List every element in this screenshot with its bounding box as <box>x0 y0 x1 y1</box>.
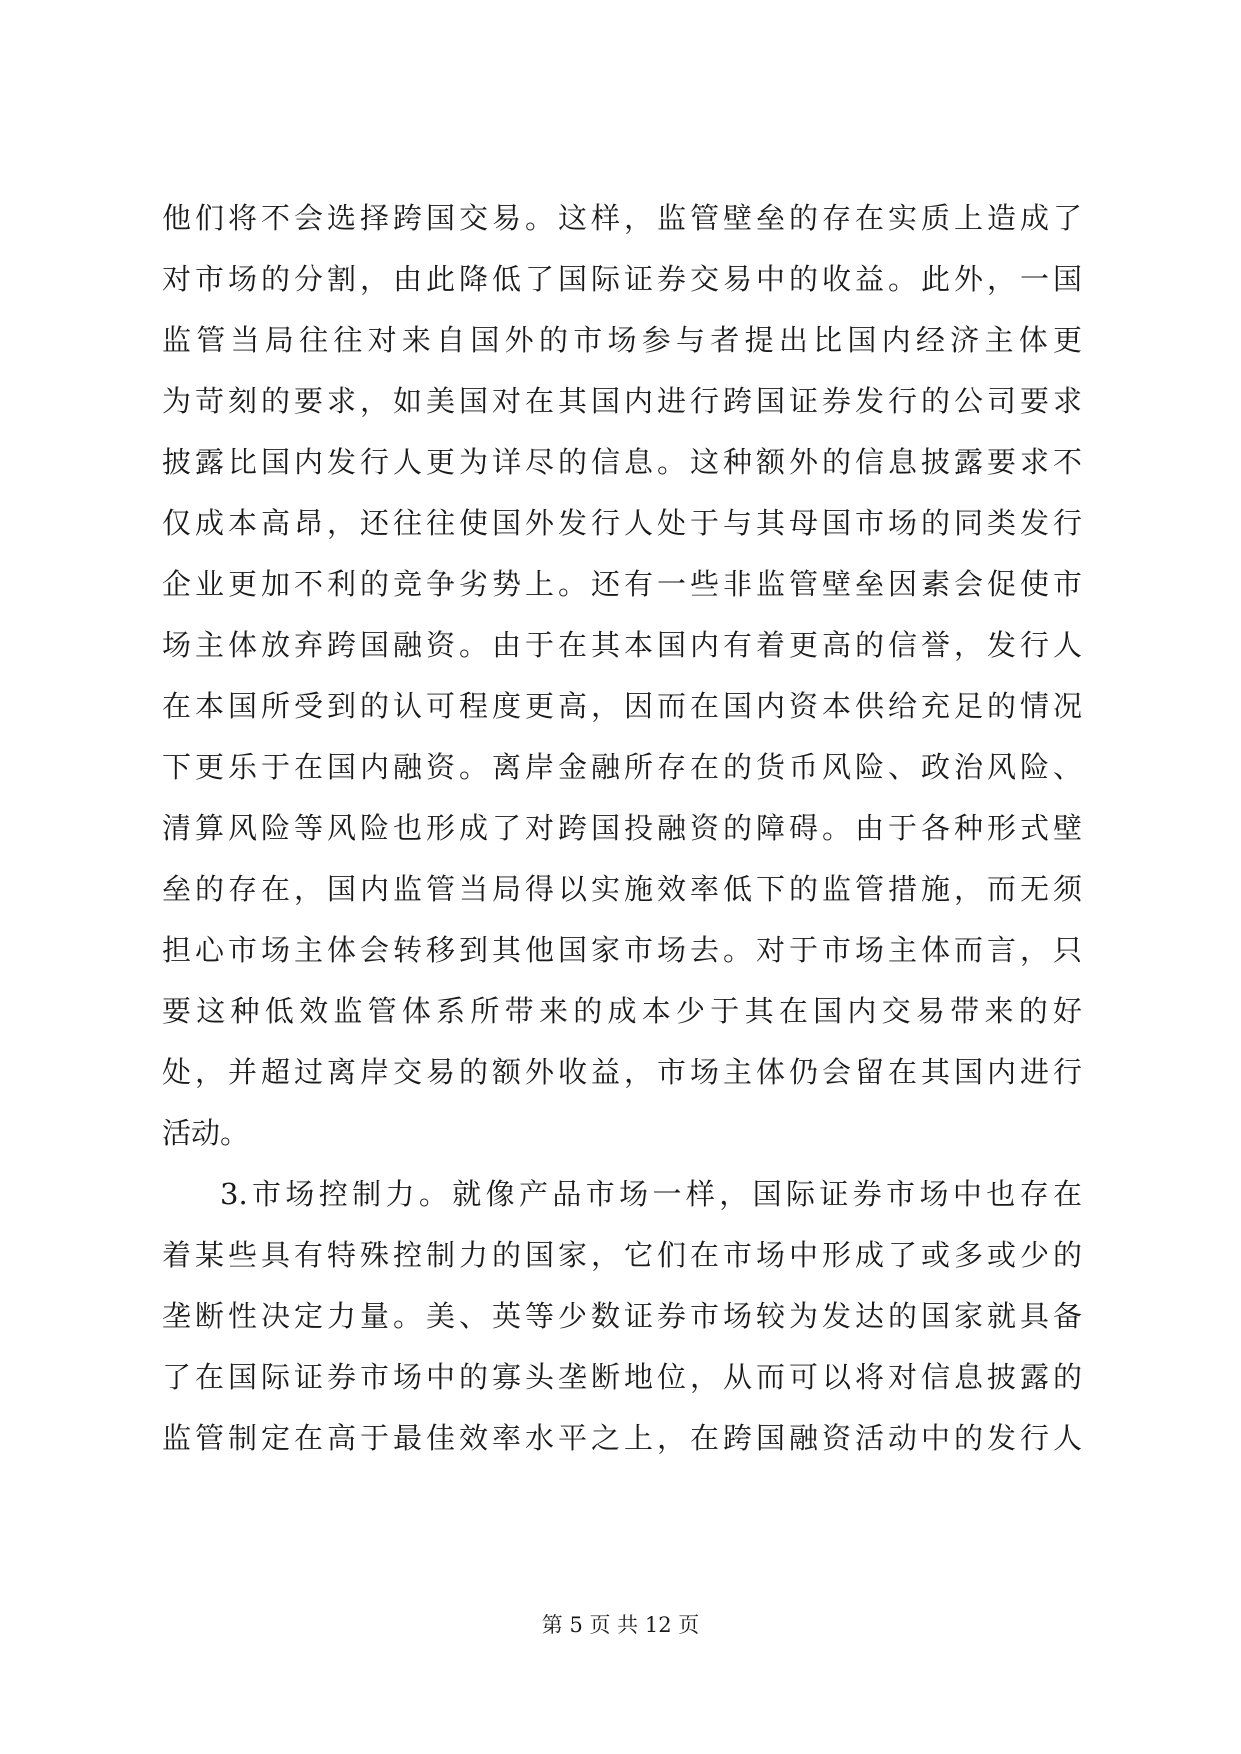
text-line: 披露比国内发行人更为详尽的信息。这种额外的信息披露要求不 <box>162 445 1082 479</box>
text-line: 为苛刻的要求，如美国对在其国内进行跨国证券发行的公司要求 <box>162 384 1082 418</box>
text-line: 场主体放弃跨国融资。由于在其本国内有着更高的信誉，发行人 <box>162 628 1082 662</box>
text-line: 企业更加不利的竞争劣势上。还有一些非监管壁垒因素会促使市 <box>162 567 1082 601</box>
text-line: 他们将不会选择跨国交易。这样，监管壁垒的存在实质上造成了 <box>162 201 1082 235</box>
text-line: 仅成本高昂，还往往使国外发行人处于与其母国市场的同类发行 <box>162 506 1082 540</box>
section-heading-line: 3.市场控制力。就像产品市场一样，国际证券市场中也存在 <box>220 1177 1082 1211</box>
text-line: 垄断性决定力量。美、英等少数证券市场较为发达的国家就具备 <box>162 1299 1082 1333</box>
text-line: 处，并超过离岸交易的额外收益，市场主体仍会留在其国内进行 <box>162 1055 1082 1089</box>
text-line: 垒的存在，国内监管当局得以实施效率低下的监管措施，而无须 <box>162 872 1082 906</box>
text-line: 着某些具有特殊控制力的国家，它们在市场中形成了或多或少的 <box>162 1238 1082 1272</box>
text-line: 活动。 <box>162 1116 250 1150</box>
body-text <box>162 188 1082 1469</box>
text-line: 对市场的分割，由此降低了国际证券交易中的收益。此外，一国 <box>162 262 1082 296</box>
text-line: 清算风险等风险也形成了对跨国投融资的障碍。由于各种形式壁 <box>162 811 1082 845</box>
text-line: 要这种低效监管体系所带来的成本少于其在国内交易带来的好 <box>162 994 1082 1028</box>
text-line: 在本国所受到的认可程度更高，因而在国内资本供给充足的情况 <box>162 689 1082 723</box>
text-line: 监管当局往往对来自国外的市场参与者提出比国内经济主体更 <box>162 323 1082 357</box>
page-number-footer: 第 5 页 共 12 页 <box>541 1613 700 1637</box>
text-line: 了在国际证券市场中的寡头垄断地位，从而可以将对信息披露的 <box>162 1360 1082 1394</box>
text-line: 监管制定在高于最佳效率水平之上，在跨国融资活动中的发行人 <box>162 1421 1082 1455</box>
text-line: 下更乐于在国内融资。离岸金融所存在的货币风险、政治风险、 <box>162 750 1082 784</box>
text-line: 担心市场主体会转移到其他国家市场去。对于市场主体而言，只 <box>162 933 1082 967</box>
